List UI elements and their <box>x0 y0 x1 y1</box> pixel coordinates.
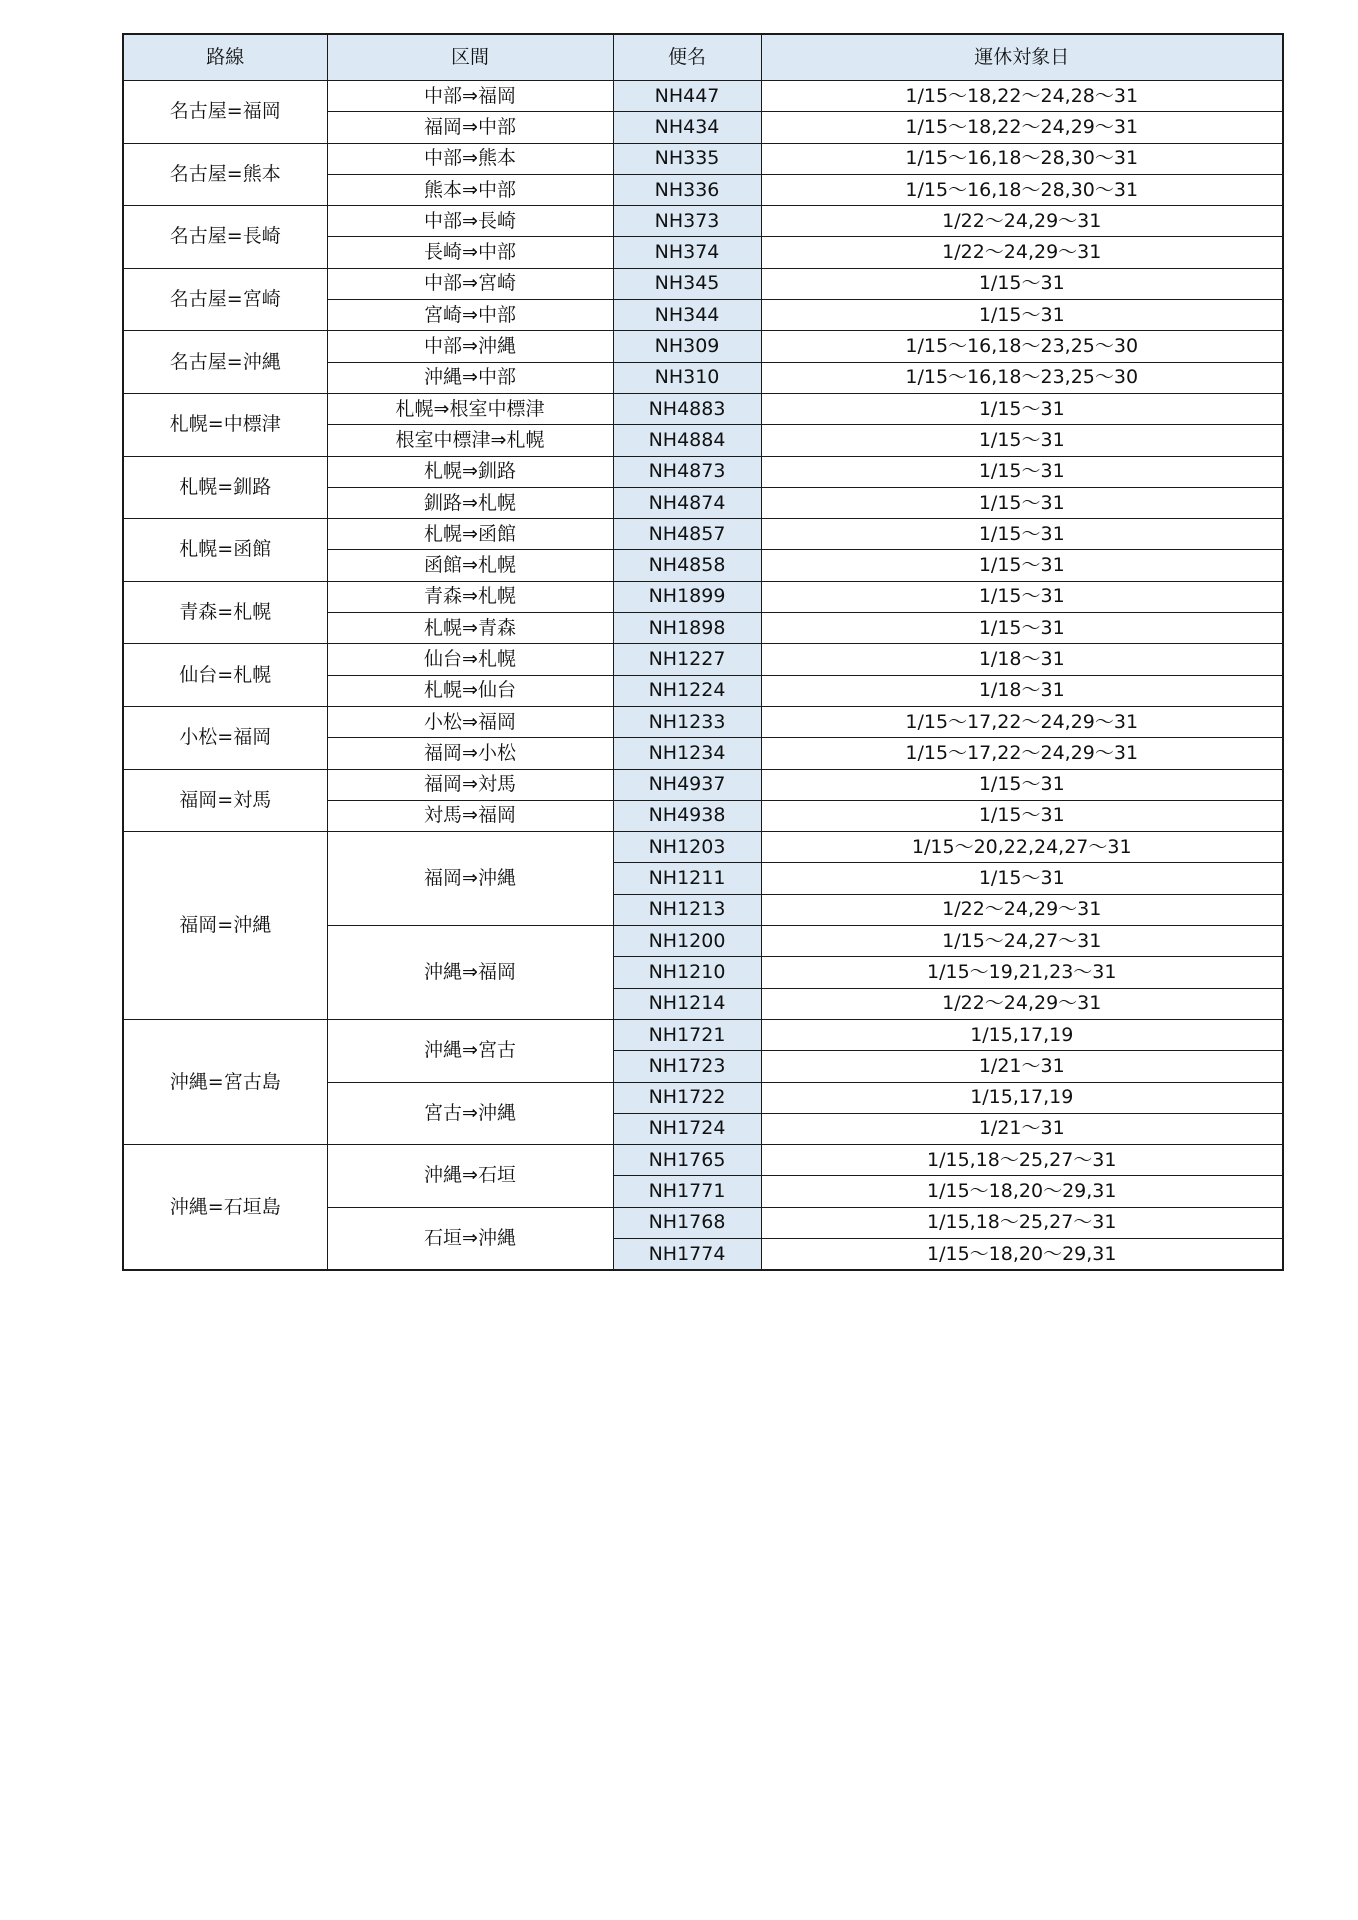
suspension-dates-cell: 1/15～31 <box>761 456 1283 487</box>
suspension-dates-cell: 1/15～31 <box>761 613 1283 644</box>
flight-number-cell: NH1214 <box>613 988 761 1019</box>
suspension-dates-cell: 1/15～18,20～29,31 <box>761 1176 1283 1207</box>
section-cell: 中部⇒福岡 <box>327 81 613 112</box>
route-cell: 福岡=対馬 <box>123 769 327 832</box>
flight-number-cell: NH1200 <box>613 926 761 957</box>
suspension-dates-cell: 1/15～18,20～29,31 <box>761 1238 1283 1270</box>
section-cell: 宮古⇒沖縄 <box>327 1082 613 1145</box>
table-row <box>123 832 1283 863</box>
table-row <box>123 706 1283 737</box>
flight-number-cell: NH4884 <box>613 425 761 456</box>
header-dates: 運休対象日 <box>761 34 1283 81</box>
section-cell: 函館⇒札幌 <box>327 550 613 581</box>
table-row <box>123 206 1283 237</box>
table-row <box>123 268 1283 299</box>
route-cell: 札幌=中標津 <box>123 393 327 456</box>
flight-number-cell: NH4883 <box>613 393 761 424</box>
flight-number-cell: NH1771 <box>613 1176 761 1207</box>
section-cell: 札幌⇒函館 <box>327 519 613 550</box>
route-cell: 福岡=沖縄 <box>123 832 327 1020</box>
suspension-dates-cell: 1/15～31 <box>761 800 1283 831</box>
flight-number-cell: NH1227 <box>613 644 761 675</box>
section-cell: 中部⇒長崎 <box>327 206 613 237</box>
flight-number-cell: NH1210 <box>613 957 761 988</box>
table-row <box>123 519 1283 550</box>
route-cell: 名古屋=熊本 <box>123 143 327 206</box>
flight-number-cell: NH374 <box>613 237 761 268</box>
header-row <box>123 34 1283 81</box>
section-cell: 長崎⇒中部 <box>327 237 613 268</box>
route-cell: 名古屋=宮崎 <box>123 268 327 331</box>
section-cell: 札幌⇒釧路 <box>327 456 613 487</box>
suspension-dates-cell: 1/15～31 <box>761 581 1283 612</box>
flight-number-cell: NH4937 <box>613 769 761 800</box>
flight-number-cell: NH344 <box>613 300 761 331</box>
flight-number-cell: NH1211 <box>613 863 761 894</box>
flight-number-cell: NH1234 <box>613 738 761 769</box>
section-cell: 札幌⇒青森 <box>327 613 613 644</box>
suspension-dates-cell: 1/15,17,19 <box>761 1082 1283 1113</box>
suspension-dates-cell: 1/22～24,29～31 <box>761 237 1283 268</box>
section-cell: 中部⇒沖縄 <box>327 331 613 362</box>
flight-number-cell: NH336 <box>613 174 761 205</box>
flight-number-cell: NH4938 <box>613 800 761 831</box>
route-cell: 名古屋=長崎 <box>123 206 327 269</box>
suspension-dates-cell: 1/15～31 <box>761 268 1283 299</box>
suspension-dates-cell: 1/15～31 <box>761 519 1283 550</box>
suspension-dates-cell: 1/15～17,22～24,29～31 <box>761 706 1283 737</box>
header-flight: 便名 <box>613 34 761 81</box>
flight-number-cell: NH345 <box>613 268 761 299</box>
flight-number-cell: NH310 <box>613 362 761 393</box>
section-cell: 小松⇒福岡 <box>327 706 613 737</box>
section-cell: 福岡⇒中部 <box>327 112 613 143</box>
suspension-dates-cell: 1/22～24,29～31 <box>761 206 1283 237</box>
flight-number-cell: NH1233 <box>613 706 761 737</box>
suspension-dates-cell: 1/15～31 <box>761 863 1283 894</box>
flight-number-cell: NH309 <box>613 331 761 362</box>
table-row <box>123 456 1283 487</box>
suspension-dates-cell: 1/15～18,22～24,28～31 <box>761 81 1283 112</box>
route-cell: 名古屋=福岡 <box>123 81 327 144</box>
table-row <box>123 81 1283 112</box>
table-row <box>123 769 1283 800</box>
section-cell: 青森⇒札幌 <box>327 581 613 612</box>
suspension-dates-cell: 1/15～16,18～23,25～30 <box>761 362 1283 393</box>
flight-number-cell: NH1722 <box>613 1082 761 1113</box>
table-row <box>123 1019 1283 1050</box>
flight-number-cell: NH1224 <box>613 675 761 706</box>
section-cell: 福岡⇒沖縄 <box>327 832 613 926</box>
section-cell: 沖縄⇒石垣 <box>327 1145 613 1208</box>
flight-number-cell: NH1768 <box>613 1207 761 1238</box>
route-cell: 沖縄=石垣島 <box>123 1145 327 1271</box>
flight-number-cell: NH335 <box>613 143 761 174</box>
suspension-dates-cell: 1/15～24,27～31 <box>761 926 1283 957</box>
flight-number-cell: NH373 <box>613 206 761 237</box>
suspension-dates-cell: 1/18～31 <box>761 675 1283 706</box>
route-cell: 名古屋=沖縄 <box>123 331 327 394</box>
flight-number-cell: NH1898 <box>613 613 761 644</box>
section-cell: 沖縄⇒中部 <box>327 362 613 393</box>
flight-number-cell: NH1721 <box>613 1019 761 1050</box>
section-cell: 札幌⇒仙台 <box>327 675 613 706</box>
flight-number-cell: NH1899 <box>613 581 761 612</box>
section-cell: 石垣⇒沖縄 <box>327 1207 613 1270</box>
section-cell: 札幌⇒根室中標津 <box>327 393 613 424</box>
section-cell: 中部⇒熊本 <box>327 143 613 174</box>
flight-number-cell: NH4857 <box>613 519 761 550</box>
section-cell: 中部⇒宮崎 <box>327 268 613 299</box>
suspension-dates-cell: 1/15～20,22,24,27～31 <box>761 832 1283 863</box>
route-cell: 仙台=札幌 <box>123 644 327 707</box>
suspension-table <box>122 33 1284 1271</box>
table-row <box>123 1145 1283 1176</box>
suspension-dates-cell: 1/15～31 <box>761 550 1283 581</box>
suspension-dates-cell: 1/15～31 <box>761 425 1283 456</box>
table-row <box>123 644 1283 675</box>
section-cell: 宮崎⇒中部 <box>327 300 613 331</box>
suspension-dates-cell: 1/15～31 <box>761 300 1283 331</box>
suspension-dates-cell: 1/15,18～25,27～31 <box>761 1207 1283 1238</box>
suspension-dates-cell: 1/22～24,29～31 <box>761 894 1283 925</box>
suspension-dates-cell: 1/15～17,22～24,29～31 <box>761 738 1283 769</box>
flight-number-cell: NH1774 <box>613 1238 761 1270</box>
flight-number-cell: NH447 <box>613 81 761 112</box>
section-cell: 仙台⇒札幌 <box>327 644 613 675</box>
suspension-dates-cell: 1/18～31 <box>761 644 1283 675</box>
suspension-dates-cell: 1/22～24,29～31 <box>761 988 1283 1019</box>
section-cell: 熊本⇒中部 <box>327 174 613 205</box>
section-cell: 釧路⇒札幌 <box>327 487 613 518</box>
route-cell: 札幌=釧路 <box>123 456 327 519</box>
suspension-dates-cell: 1/15～16,18～23,25～30 <box>761 331 1283 362</box>
section-cell: 沖縄⇒福岡 <box>327 926 613 1020</box>
suspension-dates-cell: 1/15～31 <box>761 769 1283 800</box>
section-cell: 対馬⇒福岡 <box>327 800 613 831</box>
suspension-dates-cell: 1/15～18,22～24,29～31 <box>761 112 1283 143</box>
route-cell: 沖縄=宮古島 <box>123 1019 327 1144</box>
suspension-dates-cell: 1/15～16,18～28,30～31 <box>761 143 1283 174</box>
flight-number-cell: NH4874 <box>613 487 761 518</box>
flight-number-cell: NH4858 <box>613 550 761 581</box>
section-cell: 根室中標津⇒札幌 <box>327 425 613 456</box>
suspension-dates-cell: 1/21～31 <box>761 1113 1283 1144</box>
header-route: 路線 <box>123 34 327 81</box>
flight-number-cell: NH1203 <box>613 832 761 863</box>
route-cell: 札幌=函館 <box>123 519 327 582</box>
route-cell: 青森=札幌 <box>123 581 327 644</box>
flight-number-cell: NH1724 <box>613 1113 761 1144</box>
suspension-dates-cell: 1/15～31 <box>761 487 1283 518</box>
section-cell: 沖縄⇒宮古 <box>327 1019 613 1082</box>
suspension-dates-cell: 1/15,17,19 <box>761 1019 1283 1050</box>
route-cell: 小松=福岡 <box>123 706 327 769</box>
flight-number-cell: NH434 <box>613 112 761 143</box>
flight-number-cell: NH1765 <box>613 1145 761 1176</box>
table-row <box>123 393 1283 424</box>
suspension-dates-cell: 1/21～31 <box>761 1051 1283 1082</box>
table-row <box>123 581 1283 612</box>
suspension-dates-cell: 1/15～16,18～28,30～31 <box>761 174 1283 205</box>
suspension-dates-cell: 1/15～31 <box>761 393 1283 424</box>
table-row <box>123 331 1283 362</box>
table-row <box>123 143 1283 174</box>
section-cell: 福岡⇒対馬 <box>327 769 613 800</box>
header-section: 区間 <box>327 34 613 81</box>
flight-number-cell: NH1213 <box>613 894 761 925</box>
table-body <box>123 81 1283 1271</box>
flight-number-cell: NH1723 <box>613 1051 761 1082</box>
suspension-dates-cell: 1/15,18～25,27～31 <box>761 1145 1283 1176</box>
flight-number-cell: NH4873 <box>613 456 761 487</box>
section-cell: 福岡⇒小松 <box>327 738 613 769</box>
suspension-dates-cell: 1/15～19,21,23～31 <box>761 957 1283 988</box>
